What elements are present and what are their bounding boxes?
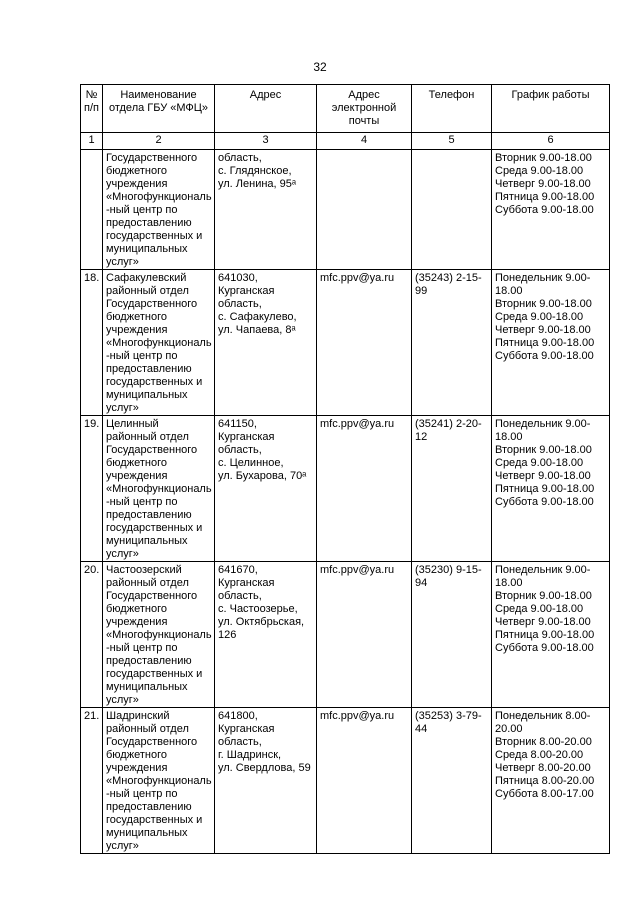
page-number: 32 [313, 60, 327, 74]
department-name-line: предоставлению [106, 363, 192, 375]
department-address-line: 641670, [218, 564, 258, 576]
department-name-line: -ный центр по [106, 496, 178, 508]
department-schedule-line: Среда 9.00-18.00 [495, 603, 584, 615]
department-schedule-line: Пятница 9.00-18.00 [495, 337, 595, 349]
department-name-line: муниципальных [106, 535, 188, 547]
department-schedule [492, 416, 610, 562]
department-schedule-line: 18.00 [495, 431, 523, 443]
department-schedule-line: Суббота 9.00-18.00 [495, 204, 594, 216]
department-schedule-line: 18.00 [495, 285, 523, 297]
department-phone [412, 150, 492, 270]
department-address-line: Курганская [218, 431, 275, 443]
department-schedule-line: Четверг 9.00-18.00 [495, 178, 591, 190]
department-name-line: предоставлению [106, 655, 192, 667]
department-name-line: Государственного [106, 298, 198, 310]
department-address-line: 641150, [218, 418, 257, 430]
column-index: 6 [492, 133, 610, 150]
department-name-line: районный отдел [106, 577, 189, 589]
department-email: mfc.ppv@ya.ru [317, 270, 412, 416]
department-schedule [492, 562, 610, 708]
department-schedule-line: Четверг 8.00-20.00 [495, 762, 591, 774]
department-name-line: Государственного [106, 590, 198, 602]
department-address-line: область, [218, 736, 262, 748]
department-name-line: Сафакулевский [106, 272, 187, 284]
department-address-line: с. Глядянское, [218, 165, 292, 177]
department-schedule-line: Среда 8.00-20.00 [495, 749, 584, 761]
department-phone: (35241) 2-20-12 [412, 416, 492, 562]
department-name-line: Частоозерский [106, 564, 182, 576]
department-address-line: область, [218, 298, 262, 310]
department-schedule-line: Среда 9.00-18.00 [495, 165, 584, 177]
header-phone: Телефон [412, 85, 492, 133]
department-name-line: Государственного [106, 444, 198, 456]
department-email [317, 150, 412, 270]
table-row [81, 708, 610, 854]
department-name-line: Государственного [106, 152, 198, 164]
department-address-line: Курганская [218, 577, 275, 589]
department-name-line: предоставлению [106, 509, 192, 521]
department-schedule-line: Пятница 9.00-18.00 [495, 629, 595, 641]
department-address-line: ул. Бухарова, 70ᵃ [218, 470, 307, 482]
department-phone: (35243) 2-15-99 [412, 270, 492, 416]
department-name-line: районный отдел [106, 431, 189, 443]
column-index: 1 [81, 133, 103, 150]
department-schedule [492, 708, 610, 854]
department-address [215, 562, 317, 708]
department-schedule-line: 18.00 [495, 577, 523, 589]
department-name-line: бюджетного [106, 457, 167, 469]
table-header-row [81, 85, 610, 133]
department-name-line: муниципальных [106, 243, 188, 255]
header-email: Адрес электронной почты [317, 85, 412, 133]
department-name-line: бюджетного [106, 603, 167, 615]
column-index: 5 [412, 133, 492, 150]
department-address-line: ул. Октябрьская, [218, 616, 305, 628]
department-schedule-line: Суббота 9.00-18.00 [495, 350, 594, 362]
department-address-line: г. Шадринск, [218, 749, 282, 761]
department-schedule-line: Вторник 8.00-20.00 [495, 736, 592, 748]
mfc-departments-table [80, 84, 610, 854]
table-row [81, 270, 610, 416]
department-schedule-line: Суббота 8.00-17.00 [495, 788, 594, 800]
header-address: Адрес [215, 85, 317, 133]
department-name-line: -ный центр по [106, 788, 178, 800]
department-schedule-line: Вторник 9.00-18.00 [495, 152, 592, 164]
department-address-line: 641800, [218, 710, 258, 722]
department-name-line: учреждения [106, 470, 168, 482]
department-name-line: «Многофункциональ [106, 775, 212, 787]
department-name-line: бюджетного [106, 749, 167, 761]
column-index-row [81, 133, 610, 150]
department-name-line: муниципальных [106, 827, 188, 839]
department-address-line: ул. Ленина, 95ᵃ [218, 178, 296, 190]
department-name [103, 416, 215, 562]
department-schedule-line: Среда 9.00-18.00 [495, 457, 584, 469]
department-name-line: -ный центр по [106, 642, 178, 654]
department-schedule-line: Понедельник 8.00- [495, 710, 591, 722]
department-schedule [492, 150, 610, 270]
department-address-line: с. Сафакулево, [218, 311, 297, 323]
row-number: 19. [81, 416, 103, 562]
department-schedule-line: Четверг 9.00-18.00 [495, 324, 591, 336]
department-name [103, 270, 215, 416]
department-name-line: государственных и [106, 814, 203, 826]
table-row [81, 416, 610, 562]
department-schedule-line: Суббота 9.00-18.00 [495, 642, 594, 654]
department-address-line: с. Целинное, [218, 457, 284, 469]
department-email: mfc.ppv@ya.ru [317, 562, 412, 708]
department-address-line: область, [218, 152, 262, 164]
department-schedule-line: Пятница 9.00-18.00 [495, 483, 595, 495]
department-name-line: учреждения [106, 324, 168, 336]
department-name-line: бюджетного [106, 311, 167, 323]
department-name-line: услуг» [106, 840, 139, 852]
department-schedule [492, 270, 610, 416]
department-name-line: Целинный [106, 418, 159, 430]
department-email: mfc.ppv@ya.ru [317, 416, 412, 562]
department-name [103, 150, 215, 270]
department-name-line: государственных и [106, 522, 203, 534]
department-address [215, 416, 317, 562]
department-schedule-line: Вторник 9.00-18.00 [495, 444, 592, 456]
department-name-line: услуг» [106, 694, 139, 706]
department-name-line: Государственного [106, 736, 198, 748]
department-address [215, 150, 317, 270]
department-address-line: область, [218, 590, 262, 602]
department-address-line: Курганская [218, 285, 275, 297]
department-schedule-line: Суббота 9.00-18.00 [495, 496, 594, 508]
row-number: 18. [81, 270, 103, 416]
department-name [103, 562, 215, 708]
table-row [81, 150, 610, 270]
department-schedule-line: Понедельник 9.00- [495, 564, 591, 576]
column-index: 4 [317, 133, 412, 150]
department-name-line: «Многофункциональ [106, 191, 212, 203]
header-name: Наименование отдела ГБУ «МФЦ» [103, 85, 215, 133]
department-name-line: -ный центр по [106, 350, 178, 362]
department-name-line: государственных и [106, 376, 203, 388]
department-address-line: 641030, [218, 272, 258, 284]
department-schedule-line: 20.00 [495, 723, 523, 735]
row-number [81, 150, 103, 270]
department-name-line: районный отдел [106, 723, 189, 735]
department-schedule-line: Пятница 9.00-18.00 [495, 191, 595, 203]
column-index: 3 [215, 133, 317, 150]
department-name-line: услуг» [106, 548, 139, 560]
department-name-line: учреждения [106, 616, 168, 628]
department-email: mfc.ppv@ya.ru [317, 708, 412, 854]
department-schedule-line: Пятница 8.00-20.00 [495, 775, 595, 787]
department-name-line: «Многофункциональ [106, 337, 212, 349]
department-address-line: ул. Свердлова, 59 [218, 762, 311, 774]
department-schedule-line: Вторник 9.00-18.00 [495, 298, 592, 310]
department-name-line: услуг» [106, 256, 139, 268]
department-address-line: 126 [218, 629, 237, 641]
header-num: № п/п [81, 85, 103, 133]
department-schedule-line: Четверг 9.00-18.00 [495, 470, 591, 482]
department-address-line: Курганская [218, 723, 275, 735]
department-name [103, 708, 215, 854]
department-name-line: государственных и [106, 668, 203, 680]
department-address-line: ул. Чапаева, 8ᵃ [218, 324, 296, 336]
department-name-line: «Многофункциональ [106, 483, 212, 495]
department-address-line: с. Частоозерье, [218, 603, 298, 615]
department-schedule-line: Среда 9.00-18.00 [495, 311, 584, 323]
column-index: 2 [103, 133, 215, 150]
table-row [81, 562, 610, 708]
department-schedule-line: Понедельник 9.00- [495, 272, 591, 284]
row-number: 21. [81, 708, 103, 854]
department-address [215, 708, 317, 854]
department-schedule-line: Четверг 9.00-18.00 [495, 616, 591, 628]
department-name-line: учреждения [106, 762, 168, 774]
department-address-line: область, [218, 444, 262, 456]
department-name-line: Шадринский [106, 710, 170, 722]
row-number: 20. [81, 562, 103, 708]
department-name-line: услуг» [106, 402, 139, 414]
department-schedule-line: Понедельник 9.00- [495, 418, 591, 430]
department-name-line: «Многофункциональ [106, 629, 212, 641]
department-phone: (35253) 3-79-44 [412, 708, 492, 854]
header-schedule: График работы [492, 85, 610, 133]
department-name-line: государственных и [106, 230, 203, 242]
department-name-line: районный отдел [106, 285, 189, 297]
department-name-line: муниципальных [106, 389, 188, 401]
department-schedule-line: Вторник 9.00-18.00 [495, 590, 592, 602]
department-name-line: -ный центр по [106, 204, 178, 216]
department-name-line: предоставлению [106, 217, 192, 229]
department-address [215, 270, 317, 416]
department-name-line: муниципальных [106, 681, 188, 693]
department-name-line: бюджетного [106, 165, 167, 177]
department-name-line: предоставлению [106, 801, 192, 813]
department-phone: (35230) 9-15-94 [412, 562, 492, 708]
department-name-line: учреждения [106, 178, 168, 190]
